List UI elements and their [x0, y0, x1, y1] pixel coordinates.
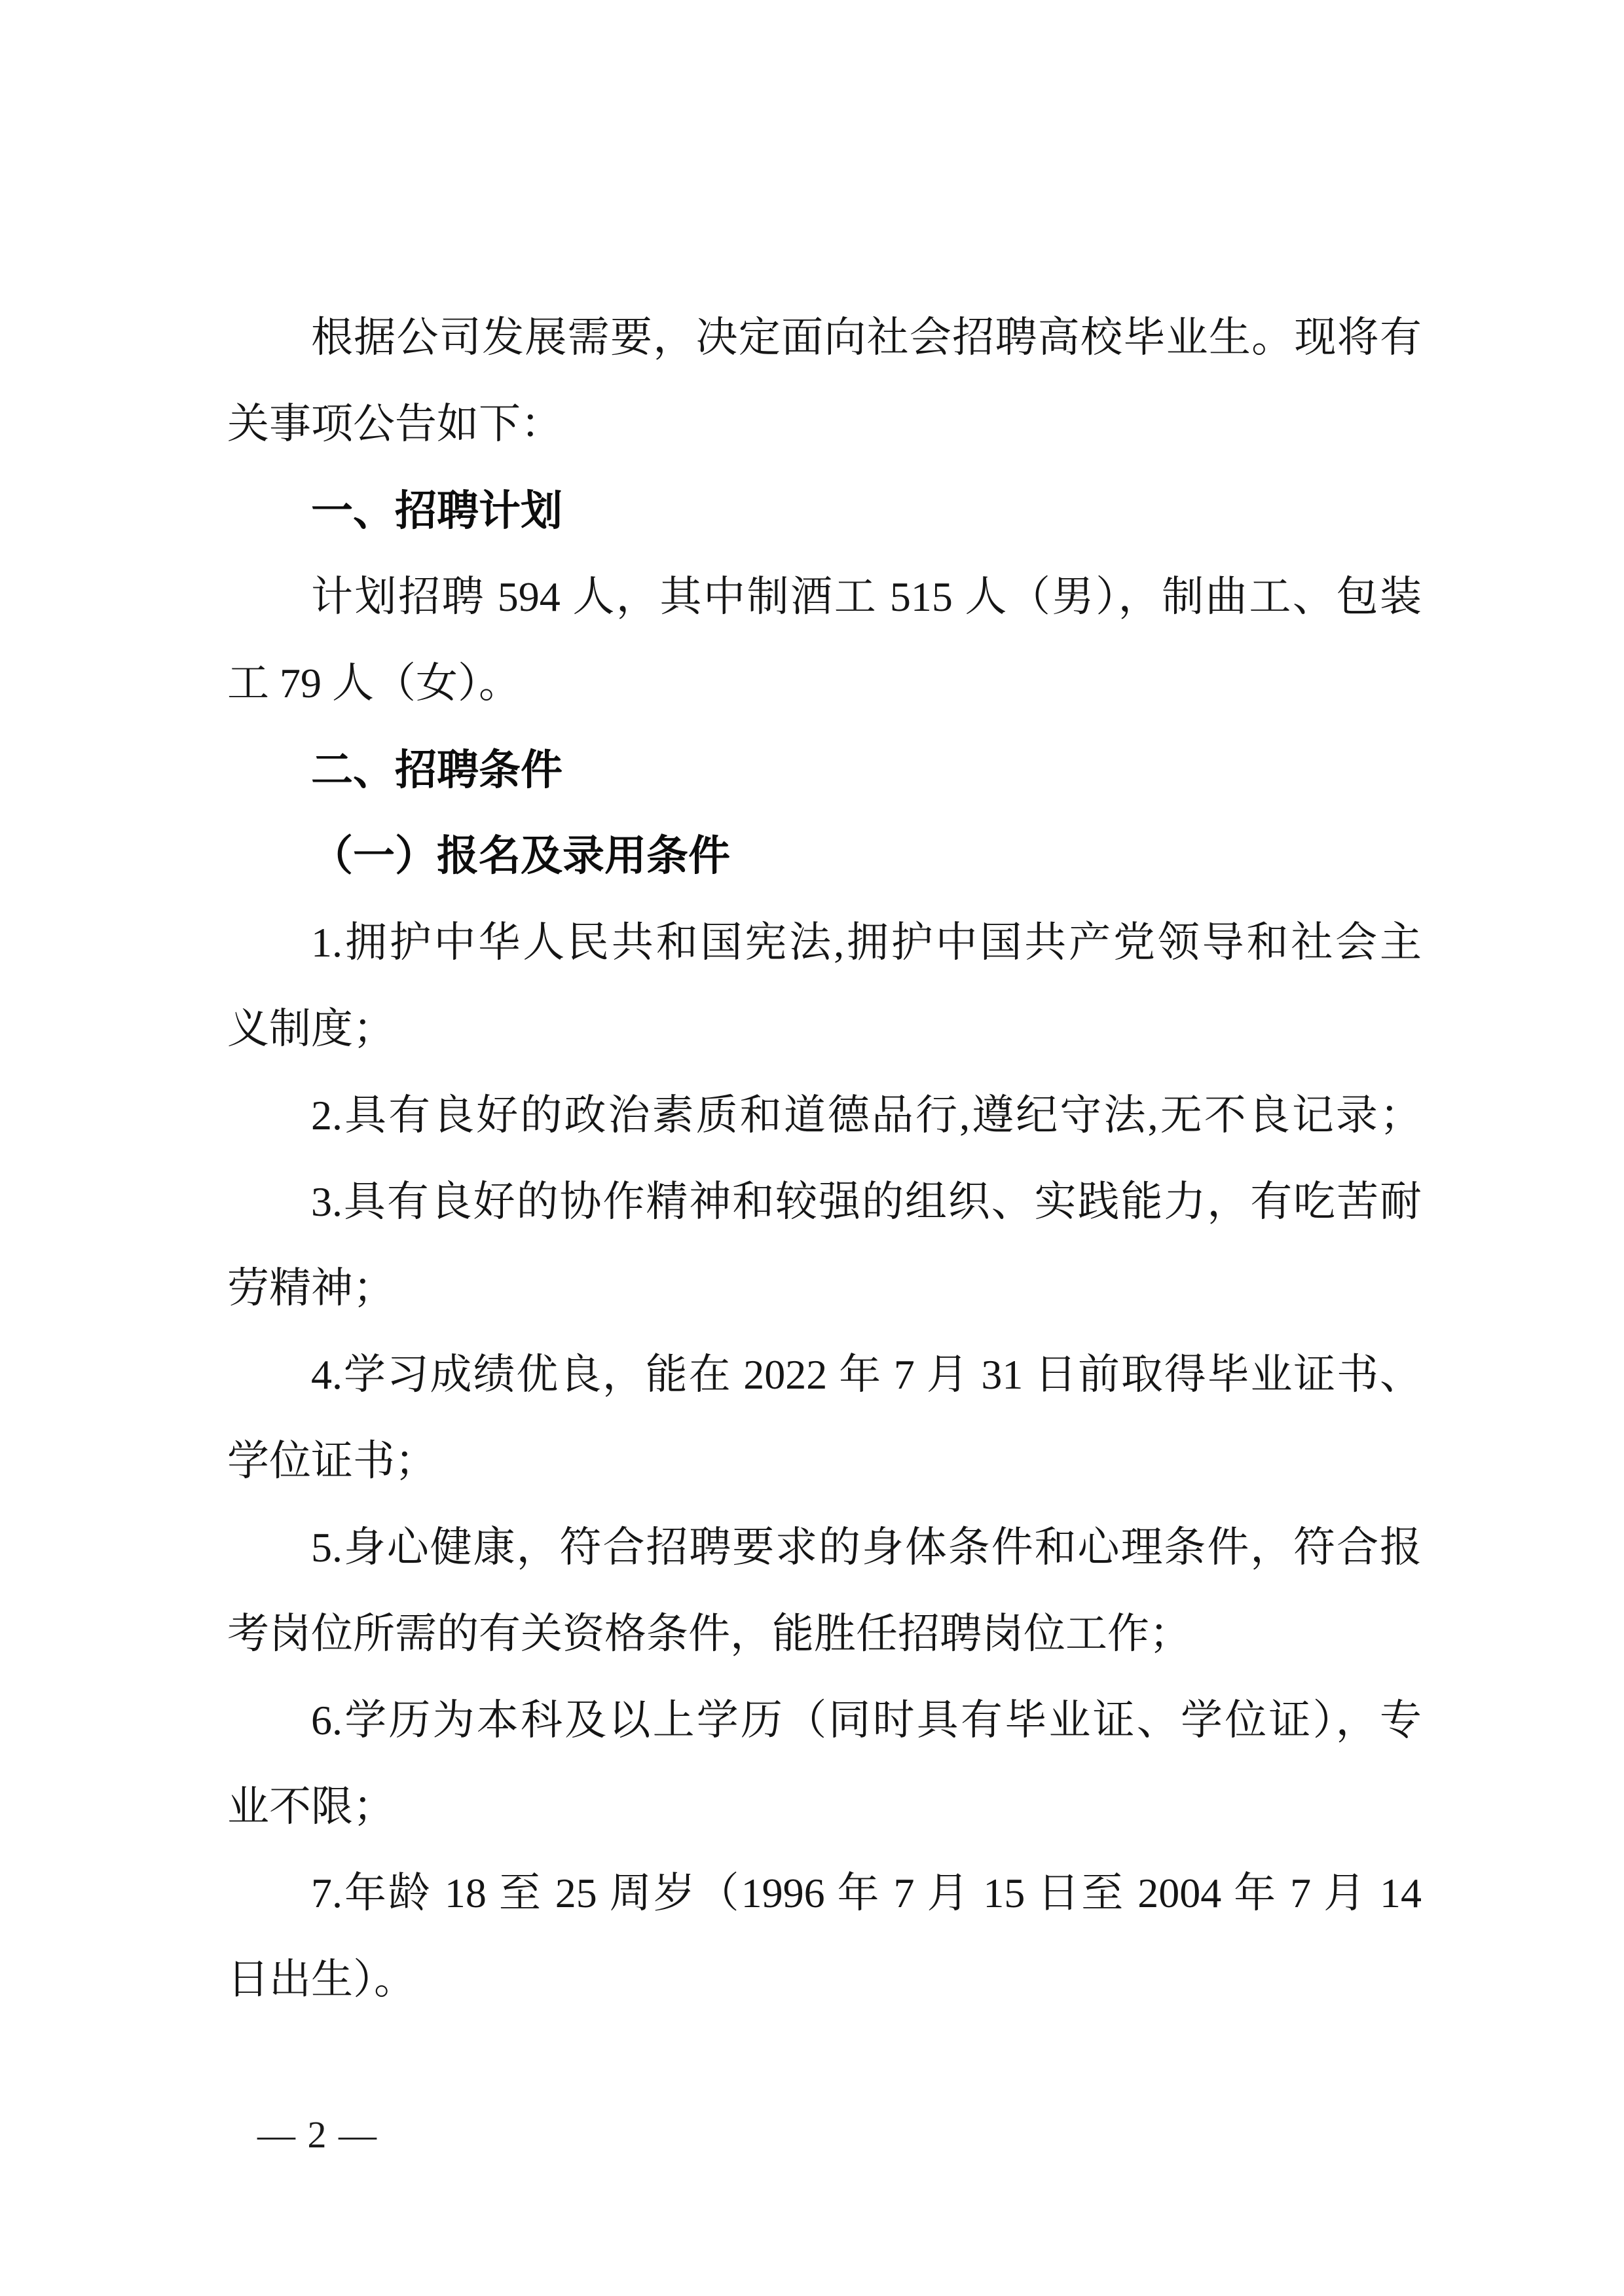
- plan-line-1: 计划招聘 594 人，其中制酒工 515 人（男），制曲工、包装: [311, 574, 1422, 620]
- condition-4-line-1: 4.学习成绩优良，能在 2022 年 7 月 31 日前取得毕业证书、: [311, 1351, 1422, 1398]
- heading-subsection-1: （一）报名及录用条件: [311, 833, 730, 879]
- condition-7-line-2: 日出生）。: [227, 1956, 416, 2003]
- condition-6-line-1: 6.学历为本科及以上学历（同时具有毕业证、学位证），专: [311, 1697, 1422, 1743]
- heading-section-1: 一、招聘计划: [311, 487, 563, 534]
- document-body: [227, 295, 1422, 2023]
- intro-line-2: 关事项公告如下：: [227, 401, 563, 447]
- intro-line-1: 根据公司发展需要，决定面向社会招聘高校毕业生。现将有: [311, 314, 1422, 361]
- condition-3-line-2: 劳精神；: [227, 1265, 395, 1311]
- condition-6-line-2: 业不限；: [227, 1783, 395, 1830]
- condition-2-line-1: 2.具有良好的政治素质和道德品行,遵纪守法,无不良记录；: [311, 1092, 1422, 1139]
- page-number: — 2 —: [257, 2113, 378, 2156]
- condition-1-line-2: 义制度；: [227, 1006, 395, 1052]
- plan-line-2: 工 79 人（女）。: [227, 660, 521, 706]
- heading-section-2: 二、招聘条件: [311, 746, 563, 793]
- condition-5-line-1: 5.身心健康，符合招聘要求的身体条件和心理条件，符合报: [311, 1524, 1422, 1571]
- condition-1-line-1: 1.拥护中华人民共和国宪法,拥护中国共产党领导和社会主: [311, 919, 1422, 966]
- condition-4-line-2: 学位证书；: [227, 1438, 437, 1484]
- condition-3-line-1: 3.具有良好的协作精神和较强的组织、实践能力，有吃苦耐: [311, 1178, 1422, 1225]
- condition-7-line-1: 7.年龄 18 至 25 周岁（1996 年 7 月 15 日至 2004 年 7 月 14: [311, 1870, 1422, 1916]
- condition-5-line-2: 考岗位所需的有关资格条件，能胜任招聘岗位工作；: [227, 1611, 1191, 1657]
